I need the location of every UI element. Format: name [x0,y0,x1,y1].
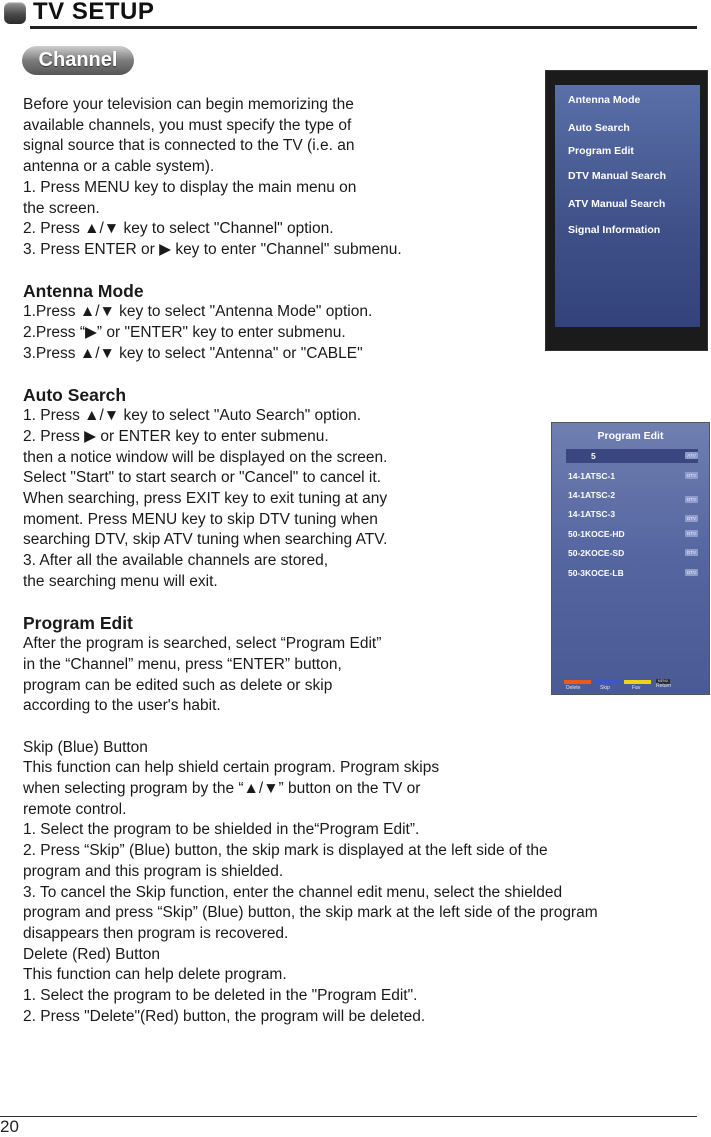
menu-item-signal-information: Signal Information [568,224,661,236]
program-type-tag: DTV [687,570,696,575]
channel-menu-screenshot [545,70,708,351]
menu-item-antenna-mode: Antenna Mode [568,94,641,106]
program-row [566,527,698,541]
program-row [566,507,698,521]
program-name: 14-1ATSC-2 [568,490,616,500]
program-type-tag: DTV [687,473,696,478]
program-row [566,469,698,483]
body-line: 3. Press ENTER or ▶ key to enter "Channel" submenu. [23,240,402,258]
body-line: After the program is searched, select “Program Edit” [23,635,382,653]
body-line: moment. Press MENU key to skip DTV tuning when [23,510,378,528]
menu-item-dtv-manual-search: DTV Manual Search [568,170,667,182]
page-number: 20 [0,1117,19,1136]
program-type-tag: DTV [687,516,696,521]
body-line: when selecting program by the “▲/▼” button on the TV or [23,780,421,798]
body-line: 1. Press MENU key to display the main menu on [23,178,357,196]
menu-key: MENU [657,679,669,683]
channel-menu-panel [555,85,700,327]
body-line: 2. Press ▲/▼ key to select "Channel" option. [23,220,334,238]
body-line: 3. After all the available channels are stored, [23,552,329,570]
body-line: program can be edited such as delete or skip [23,676,333,694]
section-heading: Antenna Mode [23,281,144,302]
body-line: 1.Press ▲/▼ key to select "Antenna Mode" option. [23,303,373,321]
body-line: 2. Press “Skip” (Blue) button, the skip mark is displayed at the left side of the [23,842,548,860]
body-line: 1. Select the program to be shielded in the“Program Edit”. [23,821,420,839]
program-row [566,488,698,502]
body-line: This function can help shield certain program. Program skips [23,759,440,777]
tv-setup-icon [4,2,26,24]
body-line: program and press “Skip” (Blue) button, the skip mark at the left side of the program [23,904,598,922]
body-line: Select "Start" to start search or "Cancel" to cancel it. [23,469,381,487]
delete-key-red [564,680,591,684]
menu-item-program-edit: Program Edit [568,145,634,157]
body-line: in the “Channel” menu, press “ENTER” button, [23,655,342,673]
program-name: 5 [591,451,596,461]
section-badge: Channel [22,46,134,75]
program-row [566,566,698,580]
skip-key-blue [594,680,621,684]
body-line: This function can help delete program. [23,966,287,984]
menu-item-atv-manual-search: ATV Manual Search [568,198,666,210]
delete-key-label: Delete [566,685,581,691]
page-title: TV SETUP [33,0,155,25]
body-line: remote control. [23,800,127,818]
skip-key-label: Skip [600,685,610,691]
body-line: available channels, you must specify the type of [23,116,352,134]
footer-divider [0,1116,697,1117]
fav-key-yellow [624,680,651,684]
section-heading: Auto Search [23,385,127,406]
body-line: searching DTV, skip ATV tuning when searching ATV. [23,531,388,549]
body-line: When searching, press EXIT key to exit tuning at any [23,489,388,507]
program-name: 14-1ATSC-3 [568,509,616,519]
program-row [566,546,698,560]
menu-item-auto-search: Auto Search [568,122,630,134]
program-type-tag: DTV [687,531,696,536]
body-line: disappears then program is recovered. [23,924,289,942]
body-line: 2. Press ▶ or ENTER key to enter submenu. [23,427,329,445]
body-line: according to the user's habit. [23,697,221,715]
body-line: 3. To cancel the Skip function, enter the channel edit menu, select the shielded [23,883,563,901]
body-line: antenna or a cable system). [23,158,215,176]
program-type-tag: DTV [687,497,696,502]
program-name: 50-2KOCE-SD [568,548,625,558]
program-name: 50-1KOCE-HD [568,529,625,539]
paragraph-spacer [23,717,683,738]
body-line: 1. Select the program to be deleted in the "Program Edit". [23,987,418,1005]
body-line: then a notice window will be displayed on the screen. [23,448,388,466]
program-edit-title: Program Edit [597,430,664,442]
program-type-tag: ATV [685,452,698,459]
fav-key-label: Fav [632,685,641,691]
body-line: program and this program is shielded. [23,862,284,880]
program-name: 50-3KOCE-LB [568,568,624,578]
body-line: 3.Press ▲/▼ key to select "Antenna" or "CABLE" [23,344,363,362]
return-key-label: Return [656,683,672,689]
section-heading: Program Edit [23,613,133,634]
body-line: Delete (Red) Button [23,945,160,963]
body-line: Before your television can begin memorizing the [23,96,354,113]
body-line: signal source that is connected to the TV (i.e. an [23,137,355,155]
program-name: 14-1ATSC-1 [568,471,616,481]
body-line: 1. Press ▲/▼ key to select "Auto Search" option. [23,407,362,425]
page-header [0,0,697,30]
body-line: Skip (Blue) Button [23,738,148,756]
body-line: 2. Press "Delete"(Red) button, the program will be deleted. [23,1007,426,1025]
header-divider [30,26,697,29]
program-row [566,449,698,463]
program-type-tag: DTV [687,550,696,555]
program-edit-screenshot [551,422,710,695]
body-line: the screen. [23,199,100,217]
body-line: the searching menu will exit. [23,572,218,590]
program-edit-key-legend [560,679,700,693]
paragraph-spacer [23,364,683,385]
body-line: 2.Press “▶” or "ENTER" key to enter submenu. [23,324,346,342]
